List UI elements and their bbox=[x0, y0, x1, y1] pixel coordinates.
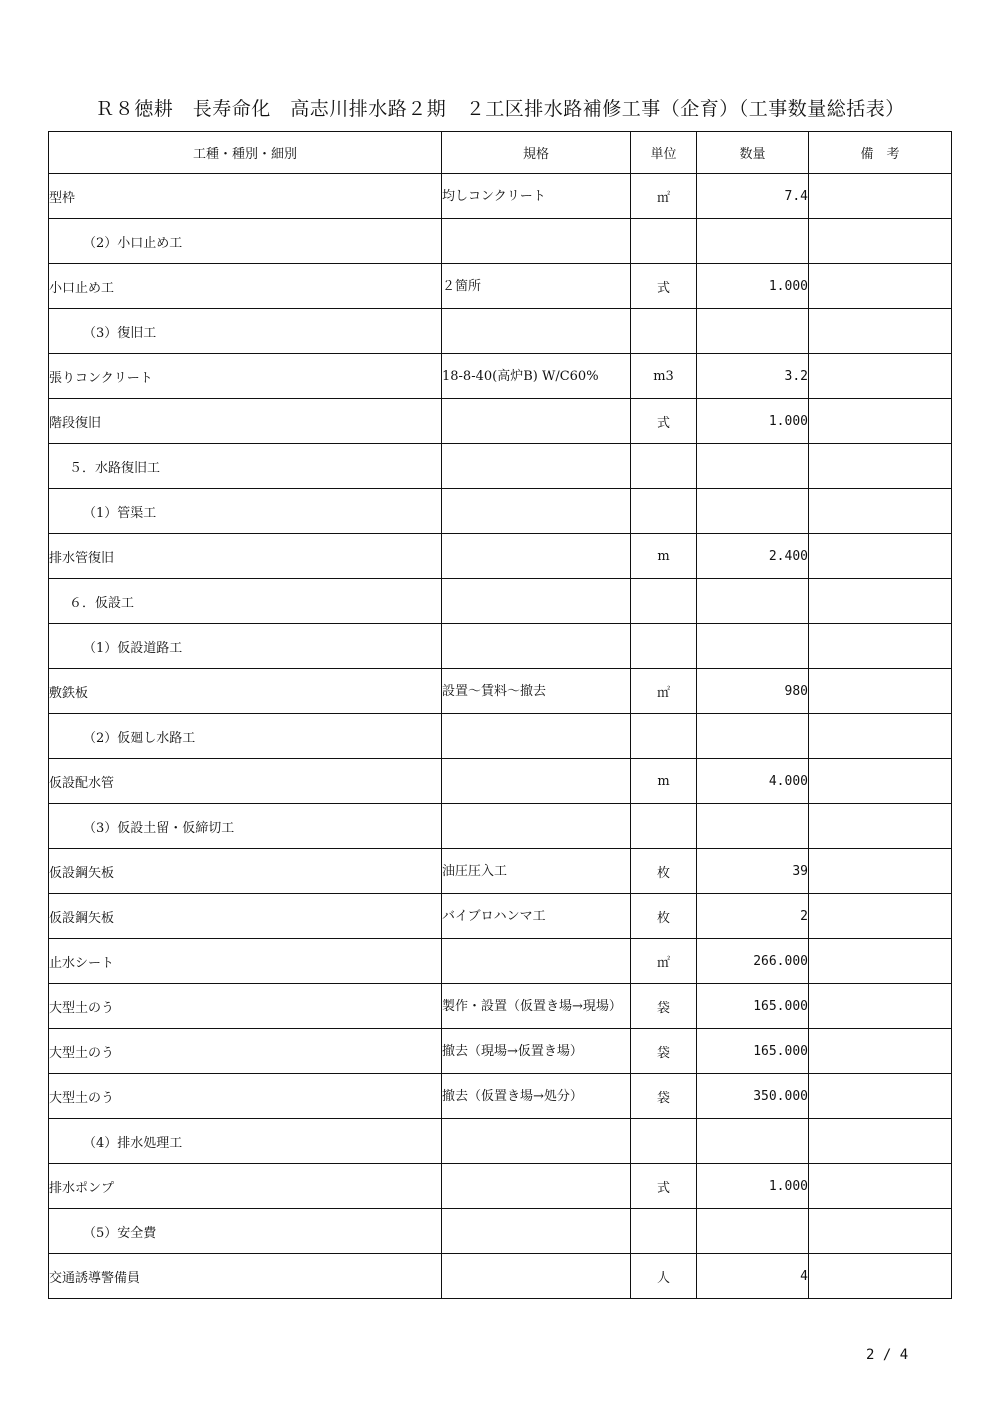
cell-unit: ㎡ bbox=[631, 669, 697, 714]
cell-note bbox=[809, 1164, 952, 1209]
cell-spec bbox=[442, 939, 631, 984]
cell-spec bbox=[442, 1209, 631, 1254]
table-row bbox=[49, 1254, 952, 1299]
table-row bbox=[49, 759, 952, 804]
cell-note bbox=[809, 579, 952, 624]
cell-note bbox=[809, 714, 952, 759]
cell-spec: 均しコンクリート bbox=[442, 174, 631, 219]
cell-qty bbox=[697, 309, 809, 354]
cell-note bbox=[809, 1254, 952, 1299]
cell-qty: 1.000 bbox=[697, 399, 809, 444]
cell-unit: 枚 bbox=[631, 894, 697, 939]
cell-name: 小口止め工 bbox=[49, 264, 442, 309]
cell-note bbox=[809, 939, 952, 984]
table-row bbox=[49, 534, 952, 579]
cell-unit bbox=[631, 1119, 697, 1164]
cell-unit: 人 bbox=[631, 1254, 697, 1299]
cell-qty bbox=[697, 444, 809, 489]
cell-name: 仮設鋼矢板 bbox=[49, 894, 442, 939]
cell-name: 敷鉄板 bbox=[49, 669, 442, 714]
cell-unit: 枚 bbox=[631, 849, 697, 894]
cell-unit: m bbox=[631, 759, 697, 804]
cell-name: 大型土のう bbox=[49, 1074, 442, 1119]
table-row bbox=[49, 624, 952, 669]
table-row bbox=[49, 174, 952, 219]
cell-unit bbox=[631, 579, 697, 624]
cell-name: （1）管渠工 bbox=[49, 489, 442, 534]
table-row bbox=[49, 939, 952, 984]
table-header-row bbox=[49, 132, 952, 174]
cell-qty: 4.000 bbox=[697, 759, 809, 804]
cell-note bbox=[809, 1074, 952, 1119]
cell-unit: 式 bbox=[631, 1164, 697, 1209]
table-row bbox=[49, 984, 952, 1029]
cell-name: 階段復旧 bbox=[49, 399, 442, 444]
cell-qty: 1.000 bbox=[697, 1164, 809, 1209]
table-row bbox=[49, 354, 952, 399]
cell-unit bbox=[631, 489, 697, 534]
cell-note bbox=[809, 1119, 952, 1164]
cell-unit: 式 bbox=[631, 264, 697, 309]
table-row bbox=[49, 1074, 952, 1119]
cell-note bbox=[809, 669, 952, 714]
cell-name: 張りコンクリート bbox=[49, 354, 442, 399]
cell-note bbox=[809, 759, 952, 804]
cell-spec: ２箇所 bbox=[442, 264, 631, 309]
cell-spec: 製作・設置（仮置き場→現場） bbox=[442, 984, 631, 1029]
cell-name: （3）復旧工 bbox=[49, 309, 442, 354]
table-row bbox=[49, 894, 952, 939]
cell-note bbox=[809, 984, 952, 1029]
cell-note bbox=[809, 219, 952, 264]
cell-name: 大型土のう bbox=[49, 1029, 442, 1074]
cell-unit bbox=[631, 309, 697, 354]
cell-qty: 266.000 bbox=[697, 939, 809, 984]
table-row bbox=[49, 1209, 952, 1254]
table-row bbox=[49, 309, 952, 354]
cell-unit bbox=[631, 219, 697, 264]
cell-qty bbox=[697, 579, 809, 624]
cell-spec bbox=[442, 309, 631, 354]
cell-qty: 4 bbox=[697, 1254, 809, 1299]
cell-note bbox=[809, 894, 952, 939]
cell-qty bbox=[697, 1209, 809, 1254]
cell-name: 仮設鋼矢板 bbox=[49, 849, 442, 894]
cell-note bbox=[809, 804, 952, 849]
cell-unit: 式 bbox=[631, 399, 697, 444]
document-title: Ｒ８徳耕 長寿命化 高志川排水路２期 ２工区排水路補修工事（企育）（工事数量総括表） bbox=[95, 98, 905, 120]
cell-unit bbox=[631, 804, 697, 849]
table-row bbox=[49, 804, 952, 849]
table-row bbox=[49, 669, 952, 714]
cell-spec bbox=[442, 399, 631, 444]
cell-qty bbox=[697, 714, 809, 759]
cell-name: （2）仮廻し水路工 bbox=[49, 714, 442, 759]
cell-qty: 7.4 bbox=[697, 174, 809, 219]
cell-qty bbox=[697, 804, 809, 849]
cell-name: （4）排水処理工 bbox=[49, 1119, 442, 1164]
cell-name: 交通誘導警備員 bbox=[49, 1254, 442, 1299]
cell-qty bbox=[697, 1119, 809, 1164]
cell-unit: m bbox=[631, 534, 697, 579]
cell-spec: 撤去（現場→仮置き場） bbox=[442, 1029, 631, 1074]
table-row bbox=[49, 219, 952, 264]
cell-unit: ㎡ bbox=[631, 939, 697, 984]
table-row bbox=[49, 579, 952, 624]
cell-unit: 袋 bbox=[631, 1074, 697, 1119]
cell-note bbox=[809, 849, 952, 894]
cell-note bbox=[809, 264, 952, 309]
cell-qty: 350.000 bbox=[697, 1074, 809, 1119]
cell-qty bbox=[697, 624, 809, 669]
cell-name: （5）安全費 bbox=[49, 1209, 442, 1254]
cell-qty: 980 bbox=[697, 669, 809, 714]
cell-note bbox=[809, 534, 952, 579]
quantity-summary-table bbox=[48, 131, 952, 1299]
cell-spec bbox=[442, 624, 631, 669]
header-spec: 規格 bbox=[442, 132, 631, 174]
cell-unit bbox=[631, 444, 697, 489]
header-note: 備 考 bbox=[809, 132, 952, 174]
cell-spec: 設置～賃料～撤去 bbox=[442, 669, 631, 714]
cell-spec bbox=[442, 1119, 631, 1164]
cell-spec: バイブロハンマ工 bbox=[442, 894, 631, 939]
cell-spec bbox=[442, 219, 631, 264]
cell-note bbox=[809, 354, 952, 399]
cell-name: （3）仮設土留・仮締切工 bbox=[49, 804, 442, 849]
cell-unit: 袋 bbox=[631, 984, 697, 1029]
cell-name: 排水管復旧 bbox=[49, 534, 442, 579]
table-row bbox=[49, 399, 952, 444]
cell-name: 止水シート bbox=[49, 939, 442, 984]
cell-spec bbox=[442, 579, 631, 624]
cell-spec bbox=[442, 759, 631, 804]
cell-note bbox=[809, 489, 952, 534]
cell-unit bbox=[631, 624, 697, 669]
cell-name: 大型土のう bbox=[49, 984, 442, 1029]
cell-note bbox=[809, 309, 952, 354]
cell-spec bbox=[442, 534, 631, 579]
header-name: 工種・種別・細別 bbox=[49, 132, 442, 174]
cell-note bbox=[809, 399, 952, 444]
cell-qty: 165.000 bbox=[697, 1029, 809, 1074]
table-row bbox=[49, 444, 952, 489]
cell-spec bbox=[442, 714, 631, 759]
cell-qty: 39 bbox=[697, 849, 809, 894]
header-qty: 数量 bbox=[697, 132, 809, 174]
table-row bbox=[49, 1164, 952, 1209]
cell-qty: 1.000 bbox=[697, 264, 809, 309]
cell-qty: 165.000 bbox=[697, 984, 809, 1029]
cell-qty: 2.400 bbox=[697, 534, 809, 579]
cell-unit: 袋 bbox=[631, 1029, 697, 1074]
cell-spec bbox=[442, 444, 631, 489]
cell-note bbox=[809, 444, 952, 489]
cell-unit: ㎡ bbox=[631, 174, 697, 219]
cell-spec: 18-8-40(高炉B) W/C60% bbox=[442, 354, 631, 399]
cell-unit: m3 bbox=[631, 354, 697, 399]
table-row bbox=[49, 1029, 952, 1074]
cell-spec: 油圧圧入工 bbox=[442, 849, 631, 894]
cell-spec bbox=[442, 1254, 631, 1299]
table-body bbox=[49, 174, 952, 1299]
cell-name: 排水ポンプ bbox=[49, 1164, 442, 1209]
header-unit: 単位 bbox=[631, 132, 697, 174]
cell-qty: 3.2 bbox=[697, 354, 809, 399]
cell-name: （2）小口止め工 bbox=[49, 219, 442, 264]
cell-qty: 2 bbox=[697, 894, 809, 939]
cell-name: ５．水路復旧工 bbox=[49, 444, 442, 489]
table-row bbox=[49, 849, 952, 894]
page-number: 2 / 4 bbox=[866, 1347, 909, 1363]
cell-spec: 撤去（仮置き場→処分） bbox=[442, 1074, 631, 1119]
table-row bbox=[49, 489, 952, 534]
cell-name: （1）仮設道路工 bbox=[49, 624, 442, 669]
cell-note bbox=[809, 1029, 952, 1074]
cell-name: 型枠 bbox=[49, 174, 442, 219]
cell-unit bbox=[631, 714, 697, 759]
table-row bbox=[49, 264, 952, 309]
cell-spec bbox=[442, 1164, 631, 1209]
cell-note bbox=[809, 624, 952, 669]
cell-spec bbox=[442, 489, 631, 534]
table-row bbox=[49, 1119, 952, 1164]
cell-note bbox=[809, 1209, 952, 1254]
cell-unit bbox=[631, 1209, 697, 1254]
cell-name: ６．仮設工 bbox=[49, 579, 442, 624]
table-row bbox=[49, 714, 952, 759]
cell-name: 仮設配水管 bbox=[49, 759, 442, 804]
cell-note bbox=[809, 174, 952, 219]
cell-qty bbox=[697, 219, 809, 264]
cell-qty bbox=[697, 489, 809, 534]
cell-spec bbox=[442, 804, 631, 849]
